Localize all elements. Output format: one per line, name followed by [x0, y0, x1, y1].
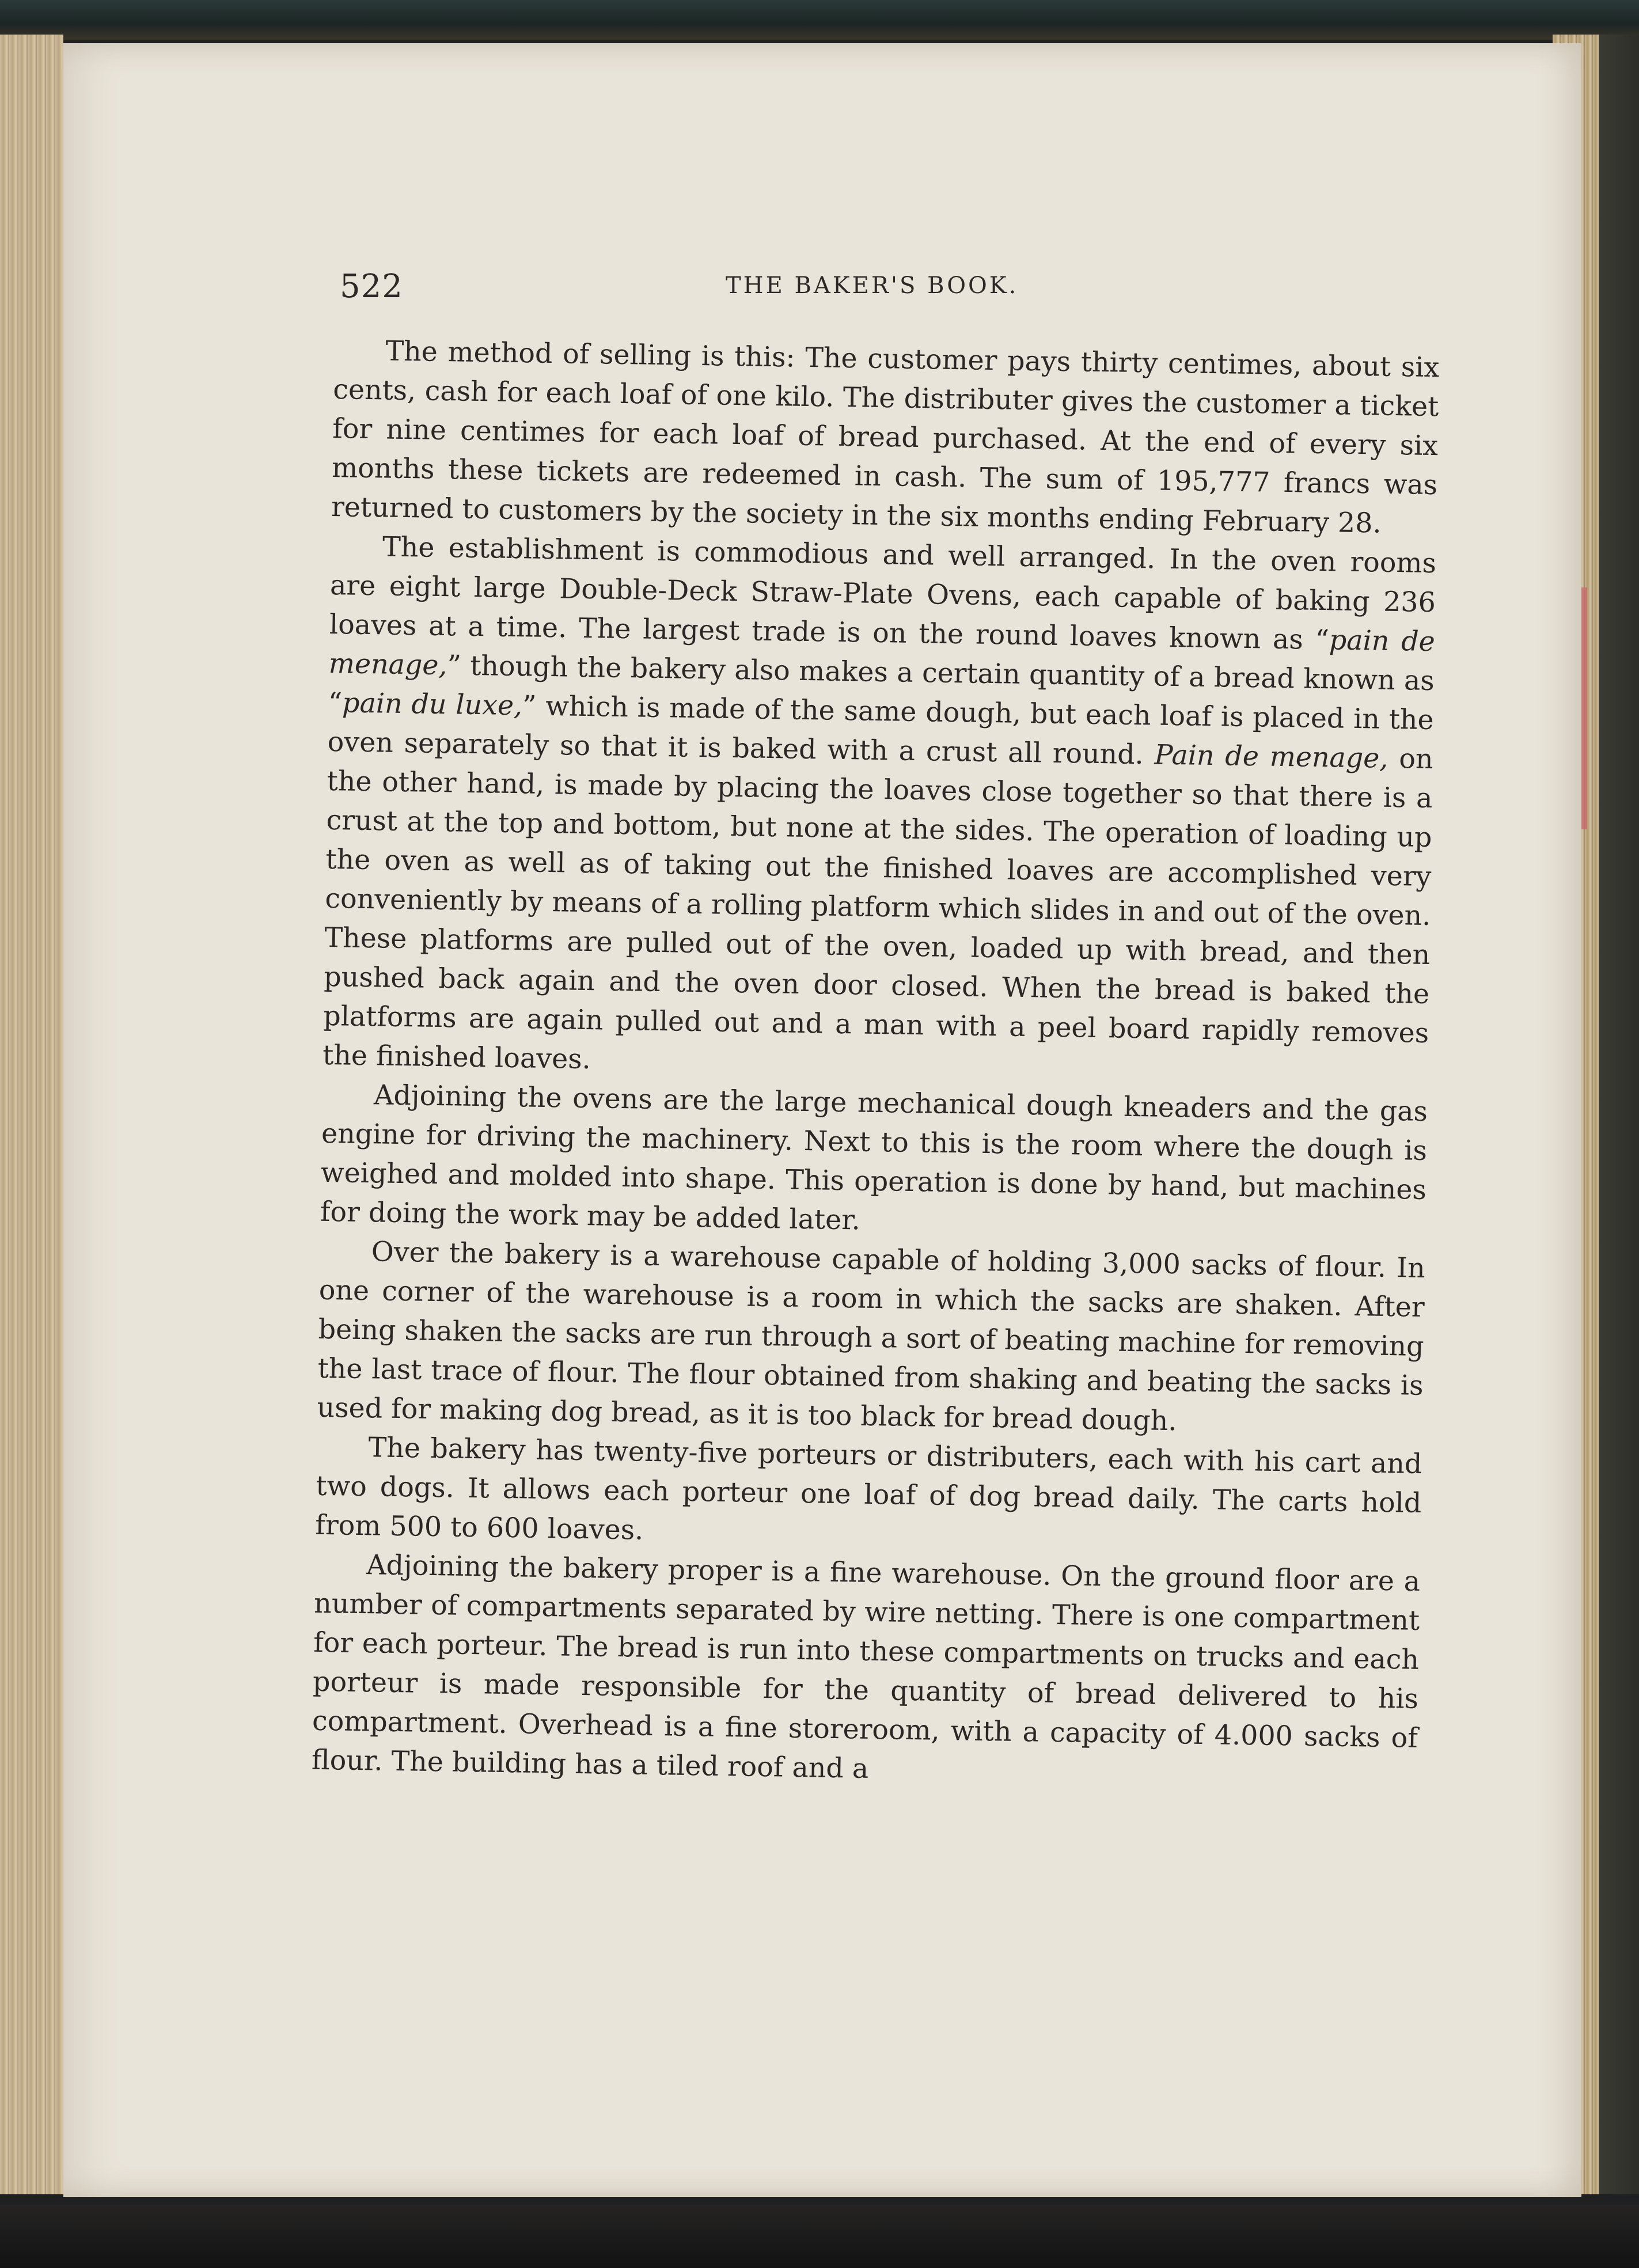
paragraph — [323, 527, 1437, 1093]
text-segment: Adjoining the ovens are the large mechanical dough kneaders and the gas engine for driving the machinery. Next to this is the room where the dough is weighed and molded into shape. This operation is done by hand, but machines for doing the work may be added later. — [320, 1079, 1428, 1237]
text-segment: Adjoining the bakery proper is a fine warehouse. On the ground floor are a number of compartments separated by wire netting. There is one compartment for each porteur. The bread is run into these compartments on trucks and each porteur is made responsible for the quantity of bread delivered to his compartment. Overhead is a fine storeroom, with a capacity of 4.000 sacks of flour. The building has a tiled roof and a — [311, 1549, 1421, 1785]
italic-term: pain de menage, — [328, 624, 1436, 682]
text-segment: The establishment is commodious and well arranged. In the oven rooms are eight large Double-Deck Straw-Plate Ovens, each capable of baking 236 loaves at a time. The largest trade is on the round loaves known as “ — [329, 531, 1437, 657]
running-title: THE BAKER'S BOOK. — [726, 272, 1019, 299]
paragraph — [315, 1428, 1422, 1562]
book-cover-right — [1599, 35, 1639, 2194]
italic-term: pain du luxe, — [342, 687, 523, 722]
text-segment: on the other hand, is made by placing the loaves close together so that there is a crust at the top and bottom, but none at the sides. The operation of loading up the oven as well as of taking out the finished loaves are accomplished very conveniently by means of a rolling platform which slides in and out of the oven. These platforms are pulled out of the oven, loaded up with bread, and then pushed back again and the oven door closed. When the bread is baked the platforms are again pulled out and a man with a peel board rapidly removes the finished loaves. — [322, 742, 1433, 1076]
paragraph — [320, 1075, 1428, 1249]
book-bottom-edge — [0, 2205, 1639, 2268]
page-number: 522 — [340, 268, 403, 305]
body-text — [311, 331, 1439, 1797]
paragraph — [331, 331, 1440, 544]
running-head — [63, 216, 1581, 305]
text-segment: The method of selling is this: The customer pays thirty centimes, about six cents, cash for each loaf of one kilo. The distributer gives the customer a ticket for nine centimes for each loaf of bread purchased. At the end of every six months these tickets are redeemed in cash. The sum of 195,777 francs was returned to customers by the society in the six months ending February 28. — [331, 335, 1440, 540]
paragraph — [317, 1232, 1425, 1445]
text-segment: ” though the bakery also makes a certain quantity of a bread known as “ — [328, 650, 1435, 719]
text-segment: Over the bakery is a warehouse capable of holding 3,000 sacks of flour. In one corner of the warehouse is a room in which the sacks are shaken. After being shaken the sacks are run through a sort of beating machine for removing the last trace of flour. The flour obtained from shaking and beating the sacks is used for making dog bread, as it is too black for bread dough. — [317, 1236, 1426, 1438]
book-top-edge — [0, 0, 1639, 40]
page-edges-left — [0, 35, 63, 2194]
italic-term: Pain de menage, — [1154, 739, 1388, 775]
paragraph — [311, 1545, 1420, 1797]
text-segment: ” which is made of the same dough, but each loaf is placed in the oven separately so that it is baked with a crust all round. — [327, 690, 1435, 771]
book-page — [63, 43, 1581, 2197]
text-segment: The bakery has twenty-five porteurs or distributers, each with his cart and two dogs. It allows each porteur one loaf of dog bread daily. The carts hold from 500 to 600 loaves. — [314, 1432, 1422, 1546]
